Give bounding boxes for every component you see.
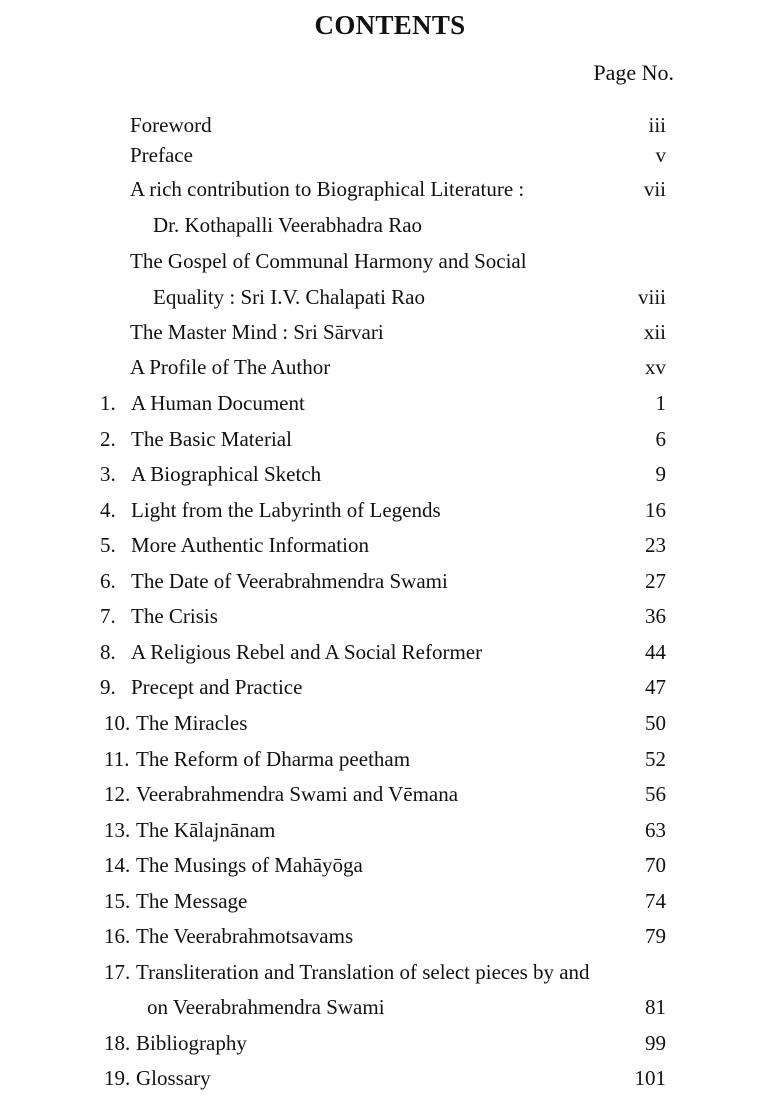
toc-entry [0,140,780,170]
page-number-column-header: Page No. [593,60,674,85]
toc-entry-title: Glossary [136,1066,211,1090]
toc-entry-number: 14. [104,853,131,877]
toc-entry-title: Foreword [130,113,212,137]
toc-entry-title: The Master Mind : Sri Sārvari [130,320,384,344]
toc-entry-number: 3. [100,462,116,486]
toc-entry-number: 4. [100,498,116,522]
toc-entry-page: 101 [634,1066,666,1090]
toc-entry-title: The Gospel of Communal Harmony and Social [130,249,527,273]
toc-entry-title: The Crisis [131,604,218,628]
toc-entry [0,424,780,454]
toc-entry [0,992,780,1022]
toc-entry-title: Equality : Sri I.V. Chalapati Rao [153,285,425,309]
toc-entry-number: 2. [100,427,116,451]
toc-entry-number: 15. [104,889,131,913]
toc-entry [0,352,780,382]
toc-entry-page: 63 [645,818,666,842]
toc-entry-title: Bibliography [136,1031,247,1055]
toc-entry-title: The Message [136,889,248,913]
toc-entry-number: 10. [104,711,131,735]
toc-entry-title: Dr. Kothapalli Veerabhadra Rao [153,213,423,237]
toc-entry-page: 23 [645,533,666,557]
toc-entry-page: 47 [645,675,666,699]
toc-entry-number: 11. [104,747,130,771]
toc-entry [0,110,780,140]
toc-entry-page: 79 [645,924,666,948]
toc-entry-title: The Basic Material [131,427,292,451]
toc-entry-number: 6. [100,569,116,593]
toc-entry [0,317,780,347]
toc-entry-page: 1 [655,391,666,415]
toc-entry [0,601,780,631]
toc-entry-title: Preface [130,143,193,167]
toc-entry-number: 7. [100,604,116,628]
toc-entry-number: 13. [104,818,131,842]
toc-entry-page: vii [643,177,666,201]
toc-entry-number: 19. [104,1066,131,1090]
toc-entry [0,637,780,667]
toc-entry [0,744,780,774]
toc-entry [0,459,780,489]
toc-entry-page: 44 [645,640,666,664]
toc-entry-title: The Date of Veerabrahmendra Swami [131,569,448,593]
toc-entry [0,886,780,916]
toc-entry-title: The Miracles [136,711,248,735]
toc-entry-number: 9. [100,675,116,699]
toc-entry-page: 52 [645,747,666,771]
toc-entry-page: 27 [645,569,666,593]
toc-entry [0,174,780,204]
toc-entry [0,566,780,596]
toc-entry-number: 17. [104,960,131,984]
toc-entry-title: The Veerabrahmotsavams [136,924,354,948]
toc-entry [0,282,780,312]
toc-entry-page: 99 [645,1031,666,1055]
toc-entry-number: 5. [100,533,116,557]
toc-entry [0,495,780,525]
toc-entry-page: 56 [645,782,666,806]
toc-entry-title: A Profile of The Author [130,355,331,379]
toc-entry [0,708,780,738]
toc-entry [0,815,780,845]
toc-entry-title: Veerabrahmendra Swami and Vēmana [136,782,459,806]
toc-entry-page: 6 [655,427,666,451]
toc-entry-title: A Religious Rebel and A Social Reformer [131,640,483,664]
toc-entry-title: A Human Document [131,391,305,415]
toc-entry-page: 81 [645,995,666,1019]
toc-entry-number: 18. [104,1031,131,1055]
toc-entry-page: 50 [645,711,666,735]
toc-entry-title: Precept and Practice [131,675,303,699]
toc-entry-page: 70 [645,853,666,877]
toc-entry [0,246,780,276]
toc-entry [0,779,780,809]
toc-entry-title: on Veerabrahmendra Swami [147,995,385,1019]
toc-entry-title: Transliteration and Translation of select pieces by and [136,960,590,984]
toc-entry-title: The Kālajnānam [136,818,276,842]
toc-entry-number: 8. [100,640,116,664]
toc-entry [0,530,780,560]
toc-entry-number: 12. [104,782,131,806]
toc-entry [0,1028,780,1058]
toc-entry-page: 16 [645,498,666,522]
toc-entry-page: 36 [645,604,666,628]
toc-entry [0,388,780,418]
toc-entry-title: Light from the Labyrinth of Legends [131,498,441,522]
toc-entry-page: iii [648,113,666,137]
toc-entry [0,210,780,240]
toc-entry-title: The Musings of Mahāyōga [136,853,363,877]
toc-entry-page: xii [643,320,666,344]
page-title: CONTENTS [314,10,466,40]
toc-entry-page: xv [645,355,666,379]
toc-entry-title: More Authentic Information [131,533,369,557]
toc-entry [0,850,780,880]
toc-entry-page: 9 [655,462,666,486]
toc-entry-title: The Reform of Dharma peetham [136,747,411,771]
toc-entry [0,672,780,702]
toc-entry [0,921,780,951]
toc-entry-number: 1. [100,391,116,415]
toc-entry-page: v [655,143,666,167]
toc-entry-page: 74 [645,889,666,913]
toc-entry-title: A Biographical Sketch [131,462,322,486]
toc-entry-page: viii [637,285,666,309]
toc-entry-title: A rich contribution to Biographical Literature : [130,177,525,201]
toc-entry [0,1063,780,1093]
toc-entry-number: 16. [104,924,131,948]
toc-entry [0,957,780,987]
